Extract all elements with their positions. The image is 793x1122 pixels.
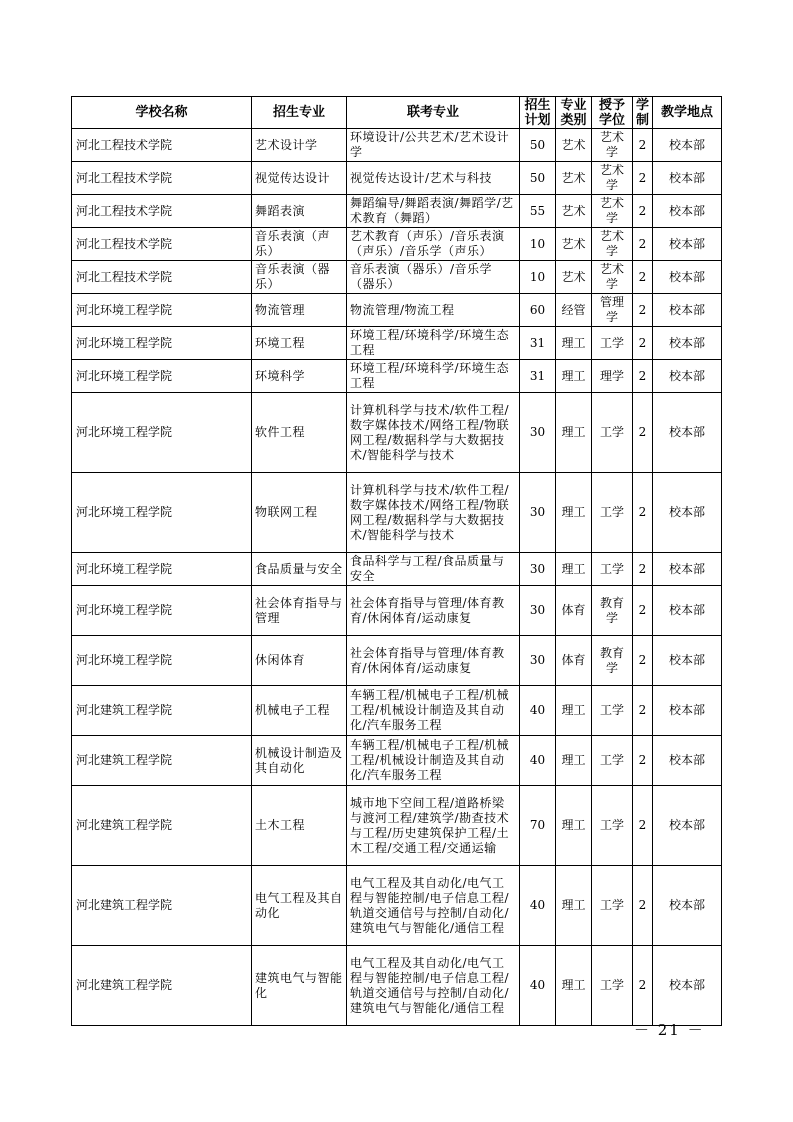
row-exam: 城市地下空间工程/道路桥梁与渡河工程/建筑学/勘查技术与工程/历史建筑保护工程/土木工程/交通工程/交通运输: [347, 786, 520, 866]
row-school: 河北环境工程学院: [72, 393, 252, 473]
header-plan: 招生计划: [520, 97, 556, 129]
row-degree: 工学: [592, 393, 633, 473]
table-row: [72, 636, 722, 686]
row-major: 视觉传达设计: [252, 162, 347, 195]
row-category: 理工: [556, 393, 592, 473]
row-category: 理工: [556, 327, 592, 360]
row-school: 河北环境工程学院: [72, 473, 252, 553]
row-years: 2: [633, 261, 653, 294]
row-school: 河北建筑工程学院: [72, 736, 252, 786]
row-school: 河北工程技术学院: [72, 228, 252, 261]
row-plan: 50: [520, 162, 556, 195]
row-school: 河北环境工程学院: [72, 636, 252, 686]
row-major: 电气工程及其自动化: [252, 866, 347, 946]
row-category: 理工: [556, 686, 592, 736]
row-school: 河北工程技术学院: [72, 261, 252, 294]
row-location: 校本部: [653, 360, 722, 393]
row-plan: 31: [520, 360, 556, 393]
row-category: 经管: [556, 294, 592, 327]
row-plan: 30: [520, 393, 556, 473]
row-years: 2: [633, 553, 653, 586]
header-row: [72, 97, 722, 129]
row-exam: 食品科学与工程/食品质量与安全: [347, 553, 520, 586]
row-degree: 工学: [592, 686, 633, 736]
row-degree: 理学: [592, 360, 633, 393]
row-degree: 工学: [592, 473, 633, 553]
row-exam: 电气工程及其自动化/电气工程与智能控制/电子信息工程/轨道交通信号与控制/自动化/建筑电气与智能化/通信工程: [347, 946, 520, 1026]
row-plan: 30: [520, 636, 556, 686]
row-major: 食品质量与安全: [252, 553, 347, 586]
header-location: 教学地点: [653, 97, 722, 129]
row-location: 校本部: [653, 228, 722, 261]
row-exam: 环境设计/公共艺术/艺术设计学: [347, 129, 520, 162]
row-exam: 车辆工程/机械电子工程/机械工程/机械设计制造及其自动化/汽车服务工程: [347, 686, 520, 736]
row-major: 音乐表演（器乐）: [252, 261, 347, 294]
table-row: [72, 360, 722, 393]
row-exam: 社会体育指导与管理/体育教育/休闲体育/运动康复: [347, 586, 520, 636]
row-major: 物流管理: [252, 294, 347, 327]
row-years: 2: [633, 686, 653, 736]
row-plan: 40: [520, 866, 556, 946]
row-degree: 工学: [592, 327, 633, 360]
row-years: 2: [633, 786, 653, 866]
row-major: 社会体育指导与管理: [252, 586, 347, 636]
row-location: 校本部: [653, 946, 722, 1026]
row-years: 2: [633, 866, 653, 946]
table-row: [72, 327, 722, 360]
table-row: [72, 946, 722, 1026]
row-plan: 30: [520, 473, 556, 553]
table-row: [72, 686, 722, 736]
header-school: 学校名称: [72, 97, 252, 129]
table-row: [72, 866, 722, 946]
row-major: 机械设计制造及其自动化: [252, 736, 347, 786]
row-school: 河北建筑工程学院: [72, 686, 252, 736]
row-degree: 工学: [592, 786, 633, 866]
row-location: 校本部: [653, 586, 722, 636]
row-years: 2: [633, 162, 653, 195]
page-number: － 21 －: [634, 1021, 705, 1039]
row-major: 舞蹈表演: [252, 195, 347, 228]
row-exam: 环境工程/环境科学/环境生态工程: [347, 360, 520, 393]
row-degree: 艺术学: [592, 261, 633, 294]
table-row: [72, 393, 722, 473]
row-location: 校本部: [653, 261, 722, 294]
header-degree: 授予学位: [592, 97, 633, 129]
row-category: 理工: [556, 866, 592, 946]
row-major: 音乐表演（声乐）: [252, 228, 347, 261]
row-category: 艺术: [556, 162, 592, 195]
table-row: [72, 162, 722, 195]
row-category: 理工: [556, 736, 592, 786]
row-category: 艺术: [556, 261, 592, 294]
row-years: 2: [633, 736, 653, 786]
row-years: 2: [633, 393, 653, 473]
row-plan: 30: [520, 553, 556, 586]
row-plan: 40: [520, 736, 556, 786]
row-location: 校本部: [653, 294, 722, 327]
row-category: 理工: [556, 553, 592, 586]
row-years: 2: [633, 586, 653, 636]
row-category: 体育: [556, 636, 592, 686]
row-degree: 教育学: [592, 586, 633, 636]
row-location: 校本部: [653, 195, 722, 228]
row-major: 软件工程: [252, 393, 347, 473]
row-major: 环境科学: [252, 360, 347, 393]
enrollment-table: [71, 96, 722, 1026]
row-school: 河北建筑工程学院: [72, 786, 252, 866]
row-location: 校本部: [653, 129, 722, 162]
row-degree: 艺术学: [592, 162, 633, 195]
row-years: 2: [633, 360, 653, 393]
row-location: 校本部: [653, 866, 722, 946]
row-exam: 计算机科学与技术/软件工程/数字媒体技术/网络工程/物联网工程/数据科学与大数据技术/智能科学与技术: [347, 473, 520, 553]
row-exam: 物流管理/物流工程: [347, 294, 520, 327]
row-plan: 40: [520, 686, 556, 736]
row-degree: 艺术学: [592, 228, 633, 261]
row-degree: 艺术学: [592, 195, 633, 228]
row-years: 2: [633, 129, 653, 162]
row-exam: 舞蹈编导/舞蹈表演/舞蹈学/艺术教育（舞蹈）: [347, 195, 520, 228]
row-school: 河北工程技术学院: [72, 129, 252, 162]
row-category: 体育: [556, 586, 592, 636]
table-body: [72, 129, 722, 1026]
row-category: 艺术: [556, 129, 592, 162]
table-row: [72, 786, 722, 866]
row-location: 校本部: [653, 393, 722, 473]
header-major: 招生专业: [252, 97, 347, 129]
row-location: 校本部: [653, 553, 722, 586]
table-row: [72, 195, 722, 228]
row-years: 2: [633, 294, 653, 327]
row-exam: 环境工程/环境科学/环境生态工程: [347, 327, 520, 360]
row-exam: 车辆工程/机械电子工程/机械工程/机械设计制造及其自动化/汽车服务工程: [347, 736, 520, 786]
row-category: 理工: [556, 786, 592, 866]
row-years: 2: [633, 228, 653, 261]
row-major: 艺术设计学: [252, 129, 347, 162]
row-major: 机械电子工程: [252, 686, 347, 736]
row-location: 校本部: [653, 736, 722, 786]
row-plan: 10: [520, 261, 556, 294]
row-exam: 电气工程及其自动化/电气工程与智能控制/电子信息工程/轨道交通信号与控制/自动化/建筑电气与智能化/通信工程: [347, 866, 520, 946]
row-category: 理工: [556, 946, 592, 1026]
row-category: 艺术: [556, 228, 592, 261]
table-row: [72, 586, 722, 636]
table-row: [72, 261, 722, 294]
row-school: 河北工程技术学院: [72, 162, 252, 195]
table-row: [72, 553, 722, 586]
row-location: 校本部: [653, 786, 722, 866]
row-exam: 计算机科学与技术/软件工程/数字媒体技术/网络工程/物联网工程/数据科学与大数据技术/智能科学与技术: [347, 393, 520, 473]
row-plan: 70: [520, 786, 556, 866]
table-row: [72, 736, 722, 786]
row-category: 理工: [556, 360, 592, 393]
row-major: 物联网工程: [252, 473, 347, 553]
header-years: 学制: [633, 97, 653, 129]
row-exam: 视觉传达设计/艺术与科技: [347, 162, 520, 195]
row-major: 休闲体育: [252, 636, 347, 686]
row-plan: 30: [520, 586, 556, 636]
row-location: 校本部: [653, 473, 722, 553]
row-years: 2: [633, 473, 653, 553]
row-exam: 艺术教育（声乐）/音乐表演（声乐）/音乐学（声乐）: [347, 228, 520, 261]
row-school: 河北环境工程学院: [72, 360, 252, 393]
row-years: 2: [633, 327, 653, 360]
row-plan: 40: [520, 946, 556, 1026]
row-degree: 教育学: [592, 636, 633, 686]
row-plan: 31: [520, 327, 556, 360]
row-degree: 工学: [592, 736, 633, 786]
row-school: 河北工程技术学院: [72, 195, 252, 228]
row-category: 艺术: [556, 195, 592, 228]
row-location: 校本部: [653, 327, 722, 360]
row-plan: 55: [520, 195, 556, 228]
table-row: [72, 294, 722, 327]
row-location: 校本部: [653, 162, 722, 195]
row-school: 河北建筑工程学院: [72, 946, 252, 1026]
row-degree: 工学: [592, 553, 633, 586]
header-exam: 联考专业: [347, 97, 520, 129]
row-degree: 艺术学: [592, 129, 633, 162]
row-plan: 10: [520, 228, 556, 261]
table-row: [72, 473, 722, 553]
row-school: 河北环境工程学院: [72, 553, 252, 586]
row-major: 环境工程: [252, 327, 347, 360]
table-row: [72, 129, 722, 162]
row-years: 2: [633, 946, 653, 1026]
row-years: 2: [633, 195, 653, 228]
row-degree: 管理学: [592, 294, 633, 327]
row-degree: 工学: [592, 866, 633, 946]
row-school: 河北环境工程学院: [72, 327, 252, 360]
row-plan: 60: [520, 294, 556, 327]
row-location: 校本部: [653, 636, 722, 686]
row-school: 河北建筑工程学院: [72, 866, 252, 946]
row-exam: 社会体育指导与管理/体育教育/休闲体育/运动康复: [347, 636, 520, 686]
row-major: 土木工程: [252, 786, 347, 866]
row-plan: 50: [520, 129, 556, 162]
row-major: 建筑电气与智能化: [252, 946, 347, 1026]
table-row: [72, 228, 722, 261]
row-category: 理工: [556, 473, 592, 553]
row-school: 河北环境工程学院: [72, 294, 252, 327]
header-category: 专业类别: [556, 97, 592, 129]
row-school: 河北环境工程学院: [72, 586, 252, 636]
row-exam: 音乐表演（器乐）/音乐学（器乐）: [347, 261, 520, 294]
row-degree: 工学: [592, 946, 633, 1026]
row-location: 校本部: [653, 686, 722, 736]
row-years: 2: [633, 636, 653, 686]
